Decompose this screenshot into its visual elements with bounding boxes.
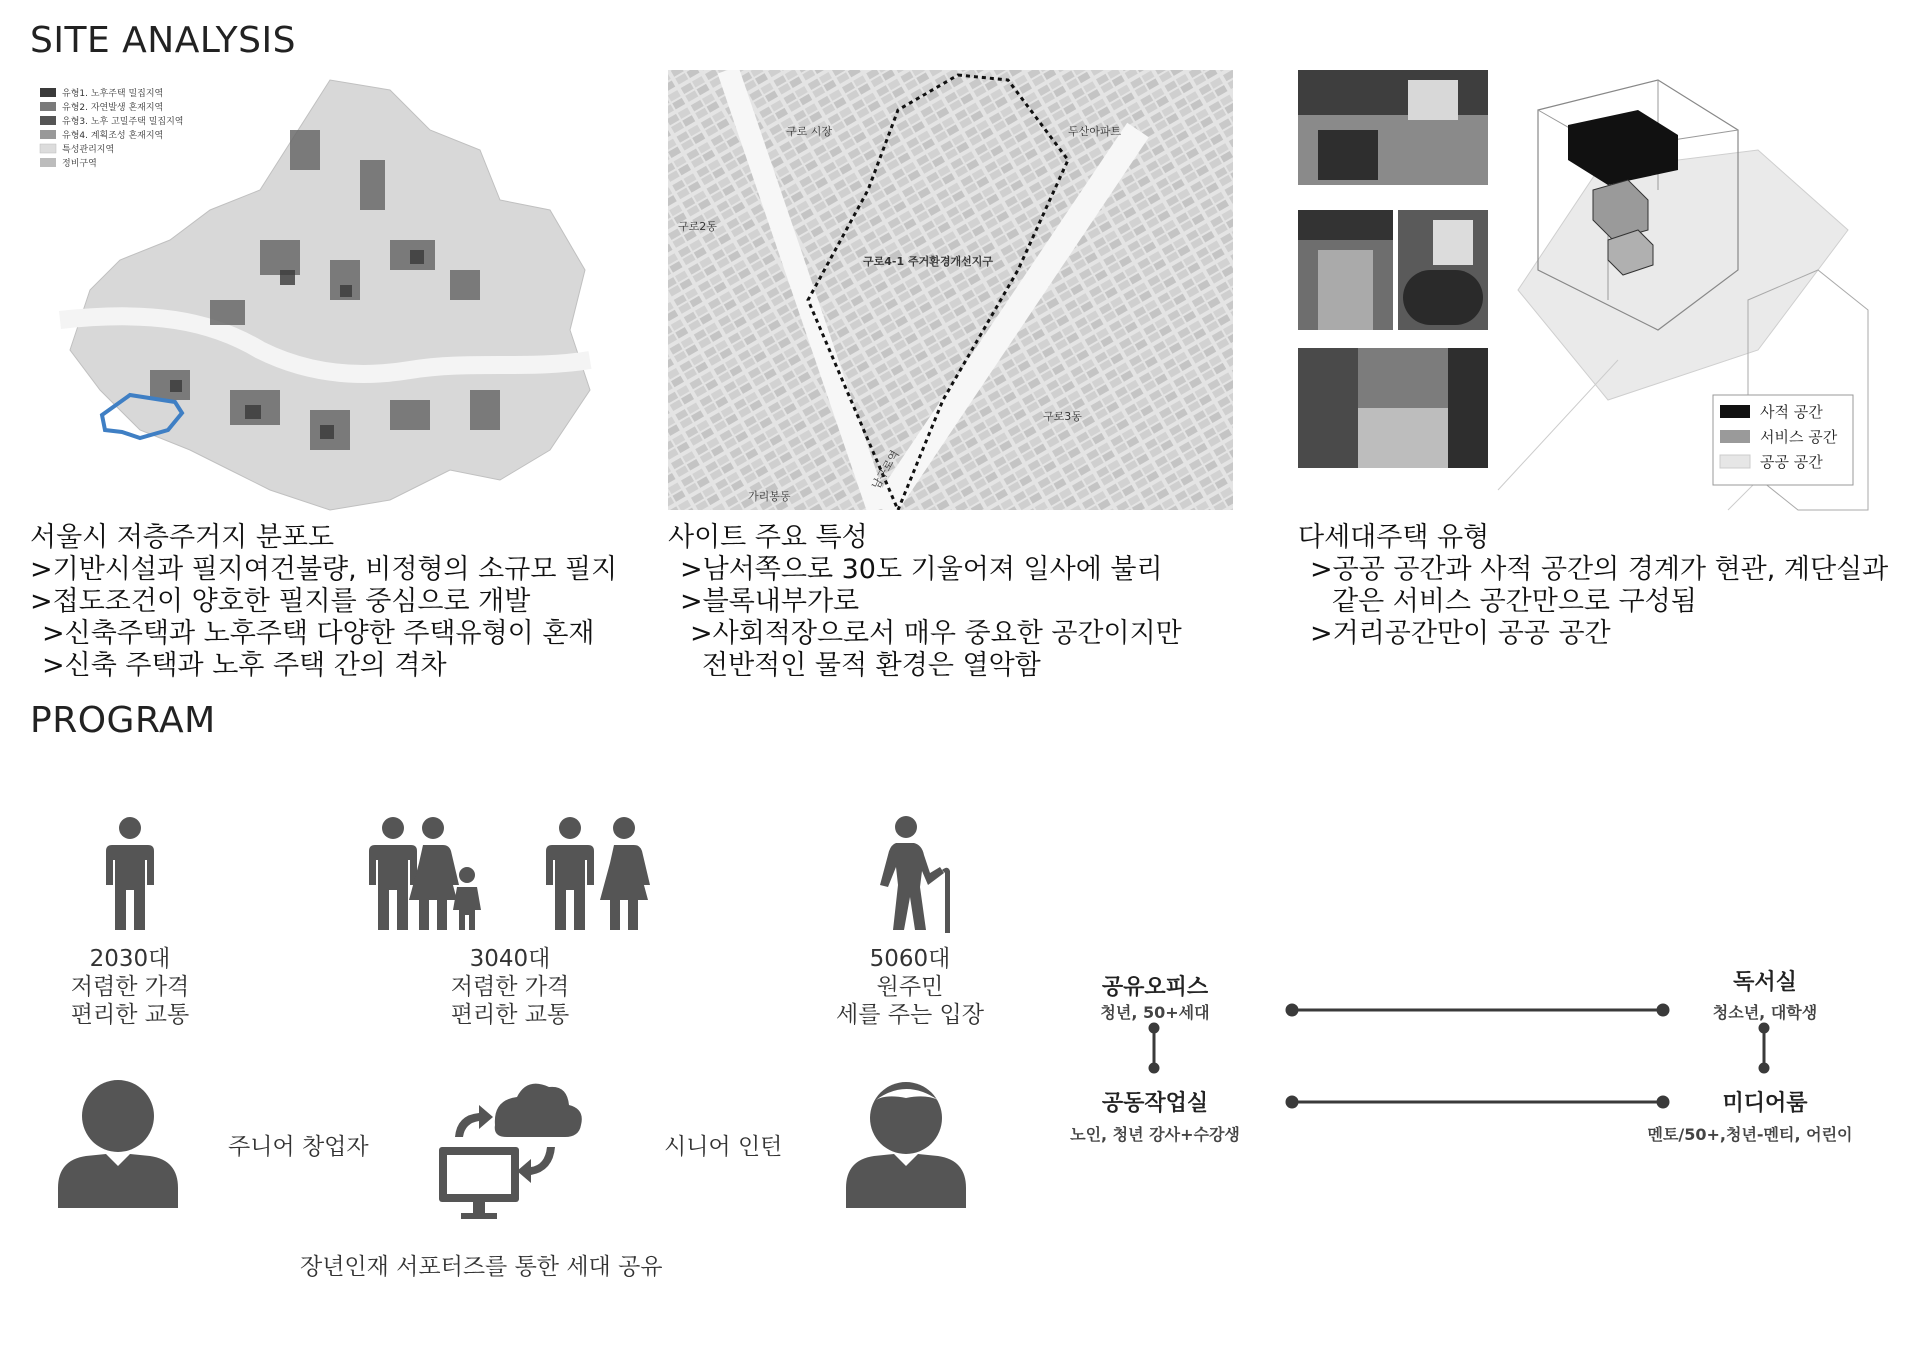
seoul-map-figure: [30, 70, 600, 510]
group-age: 5060대: [869, 946, 951, 972]
shared-office-users: 청년, 50+세대: [1100, 1003, 1210, 1022]
map-legend-label: 유형2. 자연발생 혼재지역: [62, 103, 164, 113]
reading-room-title: 독서실: [1733, 970, 1797, 995]
typology-figure: [1298, 70, 1868, 510]
map-label-market: 구로 시장: [786, 125, 833, 138]
map2-caption: [668, 522, 1182, 682]
map-label-street: 가리봉동: [748, 490, 791, 503]
axonometric-diagram: [1498, 70, 1868, 510]
caption-line: >사회적장으로서 매우 중요한 공간이지만: [690, 618, 1182, 649]
site-map-figure: [668, 70, 1233, 510]
interior-photo: [1298, 70, 1488, 185]
junior-avatar-icon: [58, 1078, 178, 1208]
group-line: 원주민: [876, 974, 944, 1000]
workshop-users: 노인, 청년 강사+수강생: [1070, 1125, 1240, 1144]
workshop-title: 공동작업실: [1101, 1091, 1209, 1116]
group-line: 저렴한 가격: [450, 974, 570, 1000]
caption-title: 사이트 주요 특성: [668, 522, 868, 553]
legend-service: 서비스 공간: [1760, 428, 1838, 446]
group-5060-label: [810, 945, 1010, 1029]
stair-photo: [1298, 210, 1393, 330]
caption-title: 서울시 저층주거지 분포도: [30, 522, 335, 553]
site-block-map: [668, 70, 1233, 510]
person-icon: [90, 815, 170, 935]
map-label-dong2: 구로2동: [678, 220, 717, 233]
office-workshop-link: [1144, 1023, 1164, 1083]
caption-line: 전반적인 물적 환경은 열악함: [702, 650, 1041, 681]
plants-photo: [1398, 210, 1488, 330]
senior-avatar-icon: [846, 1078, 966, 1208]
caption-line: >남서쪽으로 30도 기울어져 일사에 불리: [680, 554, 1163, 585]
map-legend-label: 정비구역: [62, 159, 97, 169]
map-legend-label: 유형1. 노후주택 밀집지역: [62, 89, 164, 99]
map-legend-label: 특성관리지역: [62, 145, 115, 155]
caption-title: 다세대주택 유형: [1298, 522, 1490, 553]
map-legend-label: 유형3. 노후 고밀주택 밀집지역: [62, 117, 184, 127]
group-age: 3040대: [469, 946, 551, 972]
caption-line: >공공 공간과 사적 공간의 경계가 현관, 계단실과: [1310, 554, 1889, 585]
caption-line: 같은 서비스 공간만으로 구성됨: [1332, 586, 1697, 617]
map-label-apartment: 두산아파트: [1068, 125, 1122, 138]
group-line: 편리한 교통: [450, 1002, 570, 1028]
program-heading: PROGRAM: [30, 700, 216, 741]
alley-photo: [1298, 348, 1488, 468]
elderly-icon: [870, 815, 960, 935]
map-legend-label: 유형4. 계획조성 혼재지역: [62, 131, 164, 141]
media-room-users: 멘토/50+,청년-멘티, 어린이: [1647, 1125, 1853, 1144]
group-age: 2030대: [89, 946, 171, 972]
couple-icon: [540, 815, 660, 935]
legend-private: 사적 공간: [1760, 403, 1823, 421]
media-room-title: 미디어룸: [1722, 1091, 1808, 1116]
caption-line: >신축 주택과 노후 주택 간의 격차: [42, 650, 447, 681]
caption-line: >신축주택과 노후주택 다양한 주택유형이 혼재: [42, 618, 595, 649]
map1-caption: [30, 522, 617, 682]
group-line: 저렴한 가격: [70, 974, 190, 1000]
typology-caption: [1298, 522, 1888, 650]
shared-office-title: 공유오피스: [1101, 975, 1209, 1000]
map-label-dong3: 구로3동: [1043, 410, 1082, 423]
map-label-district: 구로4-1 주거환경개선지구: [863, 255, 993, 268]
senior-intern-label: 시니어 인턴: [664, 1134, 783, 1160]
group-3040-label: [420, 945, 600, 1029]
map-label-road: 남구로역: [869, 448, 902, 492]
site-analysis-heading: SITE ANALYSIS: [30, 20, 296, 61]
caption-line: >블록내부가로: [680, 586, 860, 617]
junior-founder-label: 주니어 창업자: [228, 1134, 369, 1160]
caption-line: >접도조건이 양호한 필지를 중심으로 개발: [30, 586, 531, 617]
group-line: 편리한 교통: [70, 1002, 190, 1028]
generation-sharing-caption: 장년인재 서포터즈를 통한 세대 공유: [300, 1254, 663, 1280]
group-line: 세를 주는 입장: [836, 1002, 984, 1028]
typology-legend: [1713, 395, 1853, 485]
caption-line: >기반시설과 필지여건불량, 비정형의 소규모 필지: [30, 554, 618, 585]
reading-room-users: 청소년, 대학생: [1712, 1003, 1818, 1022]
legend-public: 공공 공간: [1760, 453, 1823, 471]
seoul-lowrise-map: [30, 70, 600, 510]
computer-cloud-icon: [435, 1075, 585, 1225]
caption-line: >거리공간만이 공공 공간: [1310, 618, 1611, 649]
reading-media-link: [1754, 1023, 1774, 1083]
map-legend: [40, 87, 184, 169]
group-2030-label: [40, 945, 220, 1029]
